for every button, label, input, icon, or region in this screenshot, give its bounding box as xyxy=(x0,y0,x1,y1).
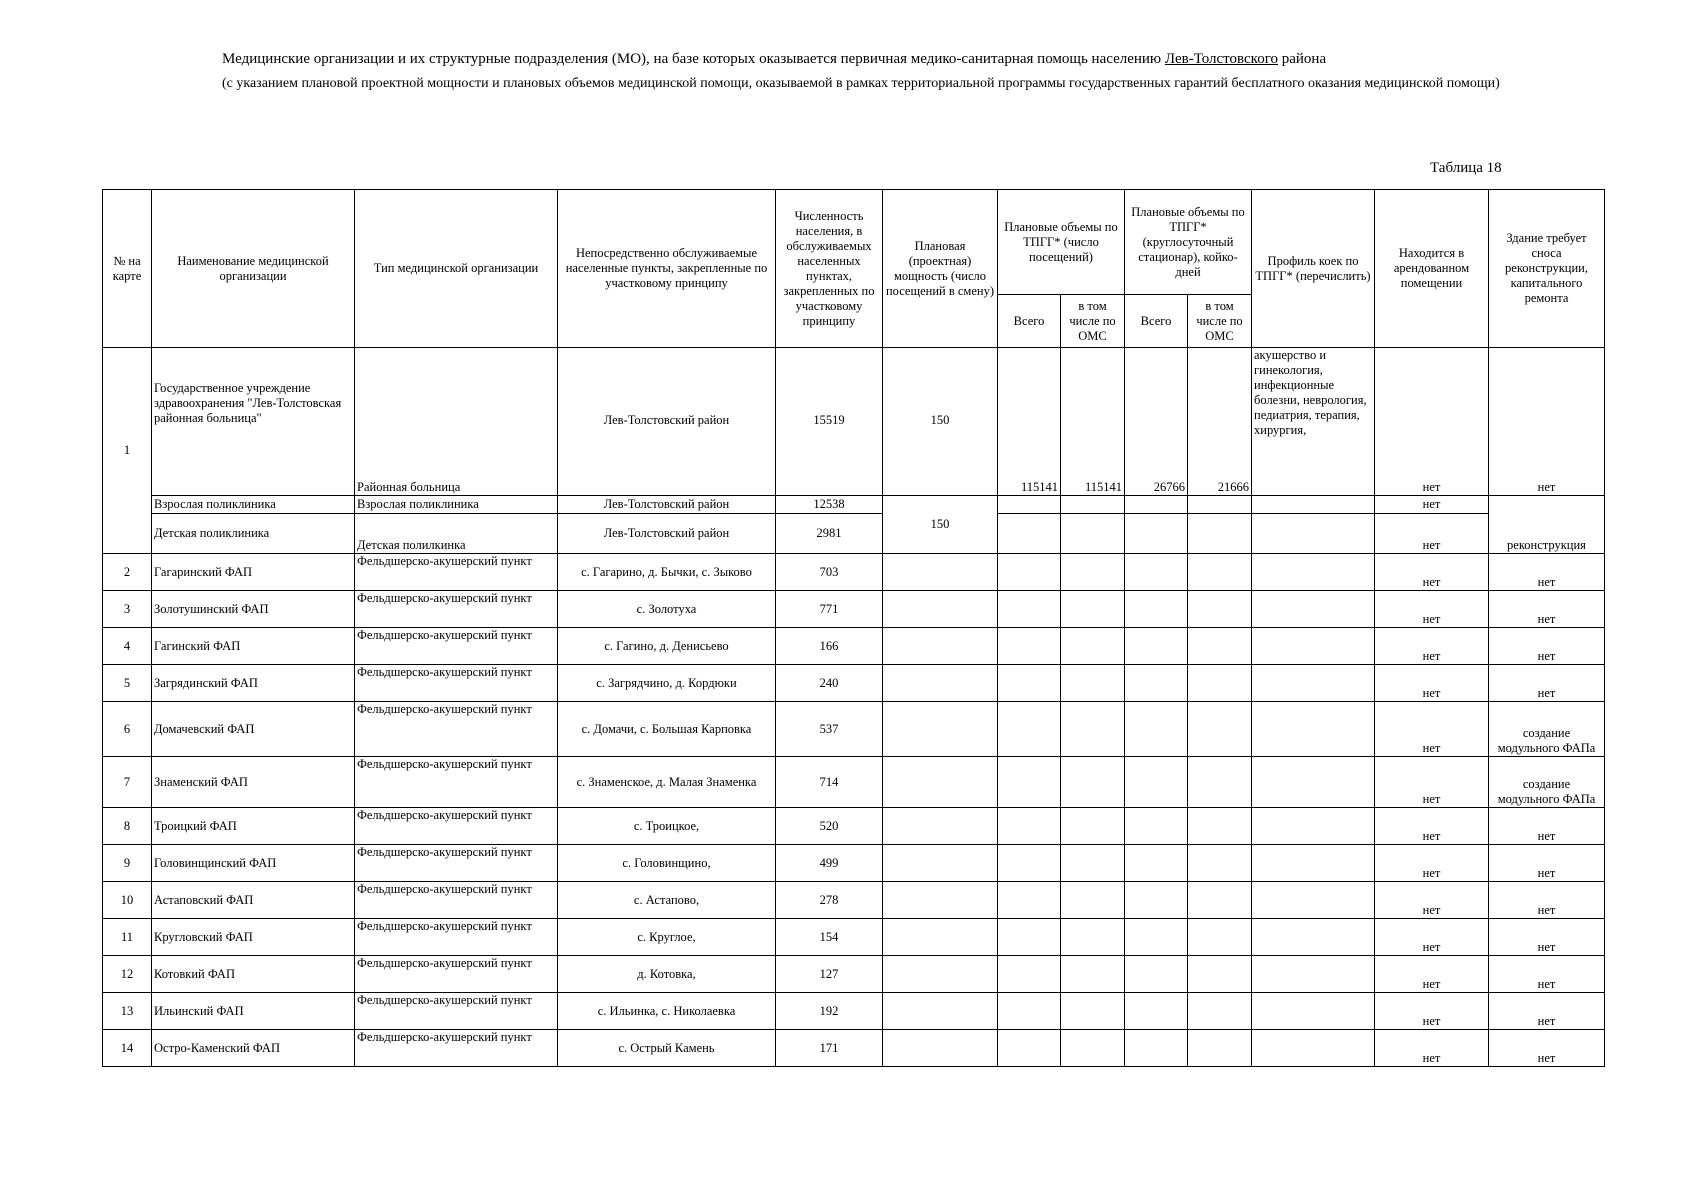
empty-cell xyxy=(1252,514,1375,554)
row-population: 154 xyxy=(776,919,883,956)
empty-cell xyxy=(1125,514,1188,554)
hospital-visits-oms: 115141 xyxy=(1061,348,1125,496)
hospital-type: Районная больница xyxy=(355,348,558,496)
hospital-rented: нет xyxy=(1375,348,1489,496)
table-header xyxy=(103,190,1605,348)
row-name: Гагаринский ФАП xyxy=(152,554,355,591)
table-row xyxy=(103,956,1605,993)
empty-cell xyxy=(1252,591,1375,628)
table-row xyxy=(103,882,1605,919)
row-num: 4 xyxy=(103,628,152,665)
child-rented: нет xyxy=(1375,514,1489,554)
row-num: 14 xyxy=(103,1030,152,1067)
empty-cell xyxy=(1125,956,1188,993)
empty-cell xyxy=(1061,956,1125,993)
adult-name: Взрослая поликлиника xyxy=(152,496,355,514)
empty-cell xyxy=(998,845,1061,882)
empty-cell xyxy=(1061,808,1125,845)
hospital-beds-oms: 21666 xyxy=(1188,348,1252,496)
empty-cell xyxy=(1252,757,1375,808)
empty-cell xyxy=(1188,757,1252,808)
empty-cell xyxy=(1252,845,1375,882)
row-type: Фельдшерско-акушерский пункт xyxy=(355,665,558,702)
col-visits-header: Плановые объемы по ТПГГ* (число посещений) xyxy=(998,190,1125,295)
row-type: Фельдшерско-акушерский пункт xyxy=(355,956,558,993)
table-row-child xyxy=(103,514,1605,554)
row-repair: нет xyxy=(1489,1030,1605,1067)
empty-cell xyxy=(1125,665,1188,702)
row-rented: нет xyxy=(1375,993,1489,1030)
empty-cell xyxy=(1252,956,1375,993)
col-profile-header: Профиль коек по ТПГГ* (перечислить) xyxy=(1252,190,1375,348)
table-body xyxy=(103,348,1605,1067)
row-rented: нет xyxy=(1375,882,1489,919)
empty-cell xyxy=(1188,1030,1252,1067)
row-settlements: с. Головинщино, xyxy=(558,845,776,882)
row-type: Фельдшерско-акушерский пункт xyxy=(355,628,558,665)
row-num: 5 xyxy=(103,665,152,702)
row-num: 7 xyxy=(103,757,152,808)
empty-cell xyxy=(1252,808,1375,845)
hospital-profile: акушерство и гинекология, инфекционные болезни, неврология, педиатрия, терапия, хирургия, xyxy=(1252,348,1375,496)
row-type: Фельдшерско-акушерский пункт xyxy=(355,808,558,845)
empty-cell xyxy=(1125,993,1188,1030)
child-repair: реконструкция xyxy=(1489,496,1605,554)
empty-cell xyxy=(998,1030,1061,1067)
empty-cell xyxy=(1061,554,1125,591)
empty-cell xyxy=(1252,702,1375,757)
empty-cell xyxy=(1252,1030,1375,1067)
col-repair-header: Здание требует сноса реконструкции, капитального ремонта xyxy=(1489,190,1605,348)
row-rented: нет xyxy=(1375,591,1489,628)
empty-cell xyxy=(883,665,998,702)
col-beds-oms-header: в том числе по ОМС xyxy=(1188,295,1252,348)
row-rented: нет xyxy=(1375,628,1489,665)
empty-cell xyxy=(998,514,1061,554)
row-population: 171 xyxy=(776,1030,883,1067)
row-rented: нет xyxy=(1375,757,1489,808)
row-settlements: с. Круглое, xyxy=(558,919,776,956)
empty-cell xyxy=(1252,882,1375,919)
table-row xyxy=(103,919,1605,956)
row-repair: создание модульного ФАПа xyxy=(1489,702,1605,757)
row-name: Знаменский ФАП xyxy=(152,757,355,808)
row-num: 13 xyxy=(103,993,152,1030)
empty-cell xyxy=(1188,591,1252,628)
empty-cell xyxy=(998,956,1061,993)
row-rented: нет xyxy=(1375,1030,1489,1067)
empty-cell xyxy=(1188,882,1252,919)
hospital-repair: нет xyxy=(1489,348,1605,496)
empty-cell xyxy=(1188,665,1252,702)
adult-settlements: Лев-Толстовский район xyxy=(558,496,776,514)
row-type: Фельдшерско-акушерский пункт xyxy=(355,919,558,956)
empty-cell xyxy=(1125,628,1188,665)
row-settlements: д. Котовка, xyxy=(558,956,776,993)
empty-cell xyxy=(883,1030,998,1067)
row-repair: нет xyxy=(1489,591,1605,628)
organizations-table xyxy=(102,189,1605,1067)
empty-cell xyxy=(1188,702,1252,757)
row-population: 714 xyxy=(776,757,883,808)
row-settlements: с. Знаменское, д. Малая Знаменка xyxy=(558,757,776,808)
row-population: 166 xyxy=(776,628,883,665)
col-population-header: Численность населения, в обслуживаемых населенных пунктах, закрепленных по участковому принципу xyxy=(776,190,883,348)
empty-cell xyxy=(883,554,998,591)
row-rented: нет xyxy=(1375,845,1489,882)
row-type: Фельдшерско-акушерский пункт xyxy=(355,1030,558,1067)
row-population: 240 xyxy=(776,665,883,702)
empty-cell xyxy=(1125,554,1188,591)
empty-cell xyxy=(1252,628,1375,665)
table-row xyxy=(103,628,1605,665)
col-settlements-header: Непосредственно обслуживаемые населенные пункты, закрепленные по участковому принципу xyxy=(558,190,776,348)
col-rented-header: Находится в арендованном помещении xyxy=(1375,190,1489,348)
row-rented: нет xyxy=(1375,665,1489,702)
empty-cell xyxy=(998,757,1061,808)
row-settlements: с. Гагарино, д. Бычки, с. Зыково xyxy=(558,554,776,591)
row-repair: нет xyxy=(1489,554,1605,591)
empty-cell xyxy=(1125,882,1188,919)
row-num: 3 xyxy=(103,591,152,628)
empty-cell xyxy=(883,591,998,628)
row-type: Фельдшерско-акушерский пункт xyxy=(355,882,558,919)
empty-cell xyxy=(1252,665,1375,702)
hospital-name: Государственное учреждение здравоохранения "Лев-Толстовская районная больница" xyxy=(152,348,355,496)
row-num: 12 xyxy=(103,956,152,993)
empty-cell xyxy=(1252,496,1375,514)
empty-cell xyxy=(1061,1030,1125,1067)
empty-cell xyxy=(1188,514,1252,554)
row-settlements: с. Домачи, с. Большая Карповка xyxy=(558,702,776,757)
col-visits-oms-header: в том числе по ОМС xyxy=(1061,295,1125,348)
row-name: Котовкий ФАП xyxy=(152,956,355,993)
empty-cell xyxy=(1125,757,1188,808)
adult-type: Взрослая поликлиника xyxy=(355,496,558,514)
row-population: 499 xyxy=(776,845,883,882)
row-name: Остро-Каменский ФАП xyxy=(152,1030,355,1067)
empty-cell xyxy=(1125,919,1188,956)
empty-cell xyxy=(883,808,998,845)
row-num: 11 xyxy=(103,919,152,956)
row-name: Троицкий ФАП xyxy=(152,808,355,845)
row-type: Фельдшерско-акушерский пункт xyxy=(355,993,558,1030)
child-type: Детская полилкинка xyxy=(355,514,558,554)
row-type: Фельдшерско-акушерский пункт xyxy=(355,702,558,757)
adult-population: 12538 xyxy=(776,496,883,514)
table-row xyxy=(103,808,1605,845)
table-row xyxy=(103,1030,1605,1067)
child-settlements: Лев-Толстовский район xyxy=(558,514,776,554)
row-rented: нет xyxy=(1375,919,1489,956)
empty-cell xyxy=(1125,702,1188,757)
row-num: 2 xyxy=(103,554,152,591)
hospital-capacity: 150 xyxy=(883,348,998,496)
empty-cell xyxy=(1061,665,1125,702)
row-settlements: с. Гагино, д. Денисьево xyxy=(558,628,776,665)
col-type-header: Тип медицинской организации xyxy=(355,190,558,348)
document-subtitle: (с указанием плановой проектной мощности и плановых объемов медицинской помощи, оказываемой в рамках территориальной программы государственных гарантий бесплатного оказания медицинской помощи) xyxy=(222,76,1500,91)
row-rented: нет xyxy=(1375,702,1489,757)
title-district: Лев-Толстовского xyxy=(1164,51,1278,67)
empty-cell xyxy=(998,496,1061,514)
adult-rented: нет xyxy=(1375,496,1489,514)
empty-cell xyxy=(1252,993,1375,1030)
title-suffix: района xyxy=(1278,51,1327,67)
row-type: Фельдшерско-акушерский пункт xyxy=(355,554,558,591)
table-row xyxy=(103,591,1605,628)
empty-cell xyxy=(1061,845,1125,882)
empty-cell xyxy=(1061,757,1125,808)
empty-cell xyxy=(1125,808,1188,845)
row-repair: нет xyxy=(1489,956,1605,993)
row-name: Золотушинский ФАП xyxy=(152,591,355,628)
row-type: Фельдшерско-акушерский пункт xyxy=(355,591,558,628)
table-row xyxy=(103,757,1605,808)
empty-cell xyxy=(998,882,1061,919)
row-population: 771 xyxy=(776,591,883,628)
row-repair: нет xyxy=(1489,808,1605,845)
empty-cell xyxy=(883,919,998,956)
hospital-settlements: Лев-Толстовский район xyxy=(558,348,776,496)
empty-cell xyxy=(1188,808,1252,845)
empty-cell xyxy=(1061,702,1125,757)
empty-cell xyxy=(1061,628,1125,665)
table-row xyxy=(103,845,1605,882)
hospital-population: 15519 xyxy=(776,348,883,496)
row-type: Фельдшерско-акушерский пункт xyxy=(355,845,558,882)
row-name: Кругловский ФАП xyxy=(152,919,355,956)
row-rented: нет xyxy=(1375,956,1489,993)
row-num: 9 xyxy=(103,845,152,882)
row-repair: нет xyxy=(1489,919,1605,956)
empty-cell xyxy=(1061,514,1125,554)
empty-cell xyxy=(1061,993,1125,1030)
table-row xyxy=(103,702,1605,757)
table-row-adult xyxy=(103,496,1605,514)
hospital-num: 1 xyxy=(103,348,152,554)
empty-cell xyxy=(1061,496,1125,514)
row-name: Ильинский ФАП xyxy=(152,993,355,1030)
row-settlements: с. Троицкое, xyxy=(558,808,776,845)
row-name: Астаповский ФАП xyxy=(152,882,355,919)
col-beds-total-header: Всего xyxy=(1125,295,1188,348)
col-capacity-header: Плановая (проектная) мощность (число посещений в смену) xyxy=(883,190,998,348)
empty-cell xyxy=(998,993,1061,1030)
empty-cell xyxy=(883,757,998,808)
table-row xyxy=(103,993,1605,1030)
empty-cell xyxy=(998,665,1061,702)
row-settlements: с. Ильинка, с. Николаевка xyxy=(558,993,776,1030)
row-population: 703 xyxy=(776,554,883,591)
row-population: 127 xyxy=(776,956,883,993)
document-title xyxy=(222,50,1522,69)
row-name: Домачевский ФАП xyxy=(152,702,355,757)
empty-cell xyxy=(1188,554,1252,591)
empty-cell xyxy=(1188,845,1252,882)
row-repair: нет xyxy=(1489,628,1605,665)
empty-cell xyxy=(1125,591,1188,628)
row-settlements: с. Загрядчино, д. Кордюки xyxy=(558,665,776,702)
row-name: Гагинский ФАП xyxy=(152,628,355,665)
empty-cell xyxy=(1125,845,1188,882)
empty-cell xyxy=(1252,554,1375,591)
empty-cell xyxy=(883,956,998,993)
row-repair: создание модульного ФАПа xyxy=(1489,757,1605,808)
row-num: 10 xyxy=(103,882,152,919)
empty-cell xyxy=(1061,919,1125,956)
row-population: 278 xyxy=(776,882,883,919)
row-num: 8 xyxy=(103,808,152,845)
empty-cell xyxy=(998,702,1061,757)
col-hospital-header: Плановые объемы по ТПГГ* (круглосуточный стационар), койко-дней xyxy=(1125,190,1252,295)
row-repair: нет xyxy=(1489,993,1605,1030)
col-visits-total-header: Всего xyxy=(998,295,1061,348)
row-type: Фельдшерско-акушерский пункт xyxy=(355,757,558,808)
row-population: 537 xyxy=(776,702,883,757)
row-population: 520 xyxy=(776,808,883,845)
child-population: 2981 xyxy=(776,514,883,554)
row-population: 192 xyxy=(776,993,883,1030)
title-prefix: Медицинские организации и их структурные подразделения (МО), на базе которых оказывается первичная медико-санитарная помощь населению xyxy=(222,51,1165,67)
row-name: Головинщинский ФАП xyxy=(152,845,355,882)
row-settlements: с. Золотуха xyxy=(558,591,776,628)
row-repair: нет xyxy=(1489,665,1605,702)
hospital-visits-total: 115141 xyxy=(998,348,1061,496)
empty-cell xyxy=(998,554,1061,591)
row-rented: нет xyxy=(1375,554,1489,591)
row-name: Загрядинский ФАП xyxy=(152,665,355,702)
empty-cell xyxy=(883,628,998,665)
table-number: Таблица 18 xyxy=(1430,160,1502,176)
empty-cell xyxy=(998,628,1061,665)
row-repair: нет xyxy=(1489,845,1605,882)
empty-cell xyxy=(1061,591,1125,628)
empty-cell xyxy=(1188,956,1252,993)
row-num: 6 xyxy=(103,702,152,757)
empty-cell xyxy=(1188,919,1252,956)
empty-cell xyxy=(1252,919,1375,956)
empty-cell xyxy=(1061,882,1125,919)
empty-cell xyxy=(1188,993,1252,1030)
table-row-hospital xyxy=(103,348,1605,496)
polyclinic-capacity: 150 xyxy=(883,496,998,554)
row-settlements: с. Острый Камень xyxy=(558,1030,776,1067)
table-row xyxy=(103,665,1605,702)
hospital-beds-total: 26766 xyxy=(1125,348,1188,496)
empty-cell xyxy=(883,882,998,919)
empty-cell xyxy=(998,919,1061,956)
col-name-header: Наименование медицинской организации xyxy=(152,190,355,348)
empty-cell xyxy=(998,591,1061,628)
empty-cell xyxy=(883,845,998,882)
empty-cell xyxy=(1125,496,1188,514)
empty-cell xyxy=(1125,1030,1188,1067)
empty-cell xyxy=(883,702,998,757)
empty-cell xyxy=(998,808,1061,845)
row-settlements: с. Астапово, xyxy=(558,882,776,919)
table-row xyxy=(103,554,1605,591)
row-rented: нет xyxy=(1375,808,1489,845)
row-repair: нет xyxy=(1489,882,1605,919)
empty-cell xyxy=(883,993,998,1030)
child-name: Детская поликлиника xyxy=(152,514,355,554)
empty-cell xyxy=(1188,496,1252,514)
empty-cell xyxy=(1188,628,1252,665)
col-num-header: № на карте xyxy=(103,190,152,348)
